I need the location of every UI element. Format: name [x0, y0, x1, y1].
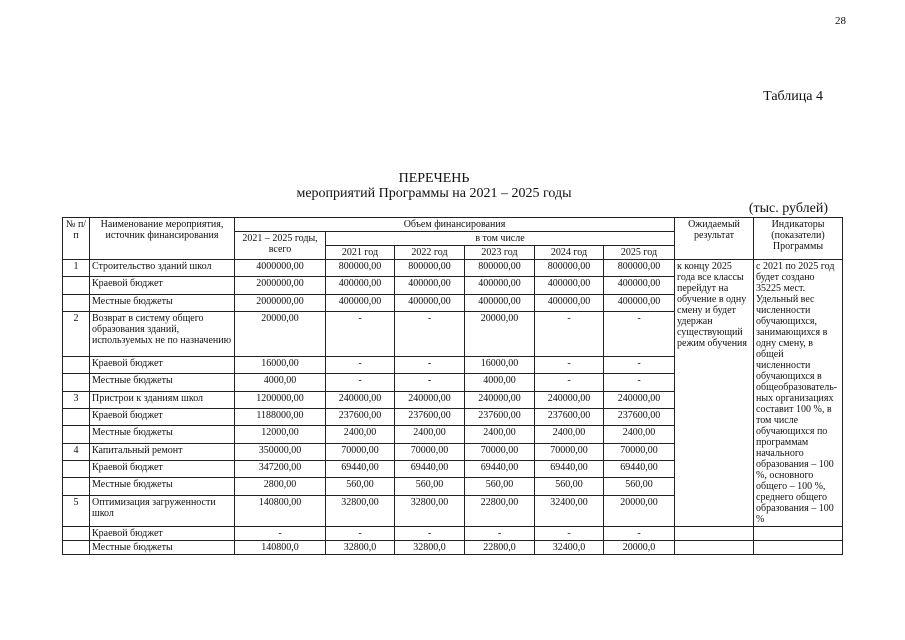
header-name: Наименование мероприятия, источник финансирования — [90, 218, 235, 260]
cell-total: 16000,00 — [235, 356, 326, 373]
table-row — [63, 527, 843, 541]
title-line-1: ПЕРЕЧЕНЬ — [398, 171, 470, 186]
cell-y2023: 69440,00 — [465, 461, 535, 478]
cell-y2024: 32400,0 — [535, 541, 604, 555]
cell-y2021: 32800,0 — [326, 541, 395, 555]
row-name: Краевой бюджет — [90, 408, 235, 425]
cell-y2024: 560,00 — [535, 478, 604, 495]
row-number — [63, 461, 90, 478]
cell-total: 20000,00 — [235, 312, 326, 357]
cell-y2025: 400000,00 — [604, 294, 675, 311]
header-volume: Объем финансирования — [235, 218, 675, 232]
cell-y2023: - — [465, 527, 535, 541]
cell-y2023: 240000,00 — [465, 391, 535, 408]
cell-y2023: 22800,00 — [465, 495, 535, 526]
row-number: 2 — [63, 312, 90, 357]
table-row — [63, 260, 843, 277]
cell-y2022: - — [395, 356, 465, 373]
header-total: 2021 – 2025 годы, всего — [235, 232, 326, 260]
empty-indicators-cell — [754, 541, 843, 555]
cell-total: 140800,0 — [235, 541, 326, 555]
cell-y2024: 70000,00 — [535, 443, 604, 460]
title-line-2: мероприятий Программы на 2021 – 2025 годы — [296, 186, 572, 201]
cell-y2024: 237600,00 — [535, 408, 604, 425]
cell-y2021: 800000,00 — [326, 260, 395, 277]
row-number: 1 — [63, 260, 90, 277]
cell-y2023: 22800,0 — [465, 541, 535, 555]
header-year-2024: 2024 год — [535, 246, 604, 260]
cell-y2025: 560,00 — [604, 478, 675, 495]
cell-y2024: - — [535, 527, 604, 541]
cell-y2025: 2400,00 — [604, 426, 675, 443]
table-label: Таблица 4 — [763, 89, 823, 104]
cell-y2025: - — [604, 356, 675, 373]
cell-y2025: 70000,00 — [604, 443, 675, 460]
row-name: Местные бюджеты — [90, 478, 235, 495]
row-name: Оптимизация загруженности школ — [90, 495, 235, 526]
cell-y2021: 2400,00 — [326, 426, 395, 443]
row-name: Местные бюджеты — [90, 541, 235, 555]
cell-y2023: 560,00 — [465, 478, 535, 495]
empty-indicators-cell — [754, 527, 843, 541]
cell-y2022: 800000,00 — [395, 260, 465, 277]
page-number: 28 — [835, 15, 846, 27]
units-label: (тыс. рублей) — [748, 201, 828, 216]
cell-y2023: 4000,00 — [465, 374, 535, 391]
cell-total: 4000000,00 — [235, 260, 326, 277]
cell-y2022: 32800,00 — [395, 495, 465, 526]
cell-y2023: 2400,00 — [465, 426, 535, 443]
cell-total: 350000,00 — [235, 443, 326, 460]
cell-y2021: 69440,00 — [326, 461, 395, 478]
empty-result-cell — [675, 527, 754, 541]
cell-y2024: - — [535, 312, 604, 357]
row-name: Краевой бюджет — [90, 461, 235, 478]
cell-y2021: - — [326, 312, 395, 357]
cell-y2024: - — [535, 356, 604, 373]
cell-y2024: - — [535, 374, 604, 391]
row-name: Краевой бюджет — [90, 356, 235, 373]
header-including: в том числе — [326, 232, 675, 246]
row-number: 3 — [63, 391, 90, 408]
cell-y2022: 69440,00 — [395, 461, 465, 478]
row-number: 4 — [63, 443, 90, 460]
cell-total: 2000000,00 — [235, 294, 326, 311]
row-name: Краевой бюджет — [90, 277, 235, 294]
cell-y2022: 240000,00 — [395, 391, 465, 408]
row-number — [63, 426, 90, 443]
cell-total: 4000,00 — [235, 374, 326, 391]
cell-total: 2800,00 — [235, 478, 326, 495]
cell-total: 1188000,00 — [235, 408, 326, 425]
cell-y2024: 400000,00 — [535, 277, 604, 294]
cell-y2023: 70000,00 — [465, 443, 535, 460]
cell-total: - — [235, 527, 326, 541]
cell-y2023: 800000,00 — [465, 260, 535, 277]
row-name: Краевой бюджет — [90, 527, 235, 541]
cell-total: 347200,00 — [235, 461, 326, 478]
cell-y2022: 560,00 — [395, 478, 465, 495]
cell-y2022: - — [395, 312, 465, 357]
cell-y2025: 69440,00 — [604, 461, 675, 478]
cell-y2022: - — [395, 374, 465, 391]
row-number — [63, 356, 90, 373]
cell-y2024: 32400,00 — [535, 495, 604, 526]
header-indicators: Индикаторы (показатели) Программы — [754, 218, 843, 260]
cell-total: 12000,00 — [235, 426, 326, 443]
row-name: Местные бюджеты — [90, 294, 235, 311]
row-number — [63, 527, 90, 541]
header-num: № п/п — [63, 218, 90, 260]
header-year-2021: 2021 год — [326, 246, 395, 260]
indicators: с 2021 по 2025 год будет создано 35225 мест. Удельный вес численности обучающихся, занимающихся в одну смену, в общей численности обучающихся в общеобразователь-ных организациях составит 100 %, в том числе обучающихся по программам начального образования – 100 %, основного общего – 100 %, среднего общего образования – 100 % — [754, 260, 843, 527]
empty-result-cell — [675, 541, 754, 555]
row-number — [63, 294, 90, 311]
program-measures-table — [62, 217, 843, 555]
cell-total: 2000000,00 — [235, 277, 326, 294]
cell-y2024: 400000,00 — [535, 294, 604, 311]
header-year-2022: 2022 год — [395, 246, 465, 260]
cell-y2025: - — [604, 374, 675, 391]
row-number — [63, 408, 90, 425]
cell-y2024: 240000,00 — [535, 391, 604, 408]
cell-y2023: 20000,00 — [465, 312, 535, 357]
row-name: Местные бюджеты — [90, 374, 235, 391]
cell-y2022: 400000,00 — [395, 277, 465, 294]
cell-y2024: 800000,00 — [535, 260, 604, 277]
cell-y2022: 400000,00 — [395, 294, 465, 311]
cell-y2024: 2400,00 — [535, 426, 604, 443]
cell-y2025: 400000,00 — [604, 277, 675, 294]
cell-y2023: 400000,00 — [465, 277, 535, 294]
cell-y2021: 32800,00 — [326, 495, 395, 526]
cell-y2024: 69440,00 — [535, 461, 604, 478]
header-year-2023: 2023 год — [465, 246, 535, 260]
row-number — [63, 478, 90, 495]
cell-y2025: 800000,00 — [604, 260, 675, 277]
row-name: Возврат в систему общего образования зданий, используемых не по назначению — [90, 312, 235, 357]
row-name: Капитальный ремонт — [90, 443, 235, 460]
cell-y2022: 2400,00 — [395, 426, 465, 443]
row-name: Пристрои к зданиям школ — [90, 391, 235, 408]
cell-y2025: 20000,00 — [604, 495, 675, 526]
cell-y2021: 400000,00 — [326, 277, 395, 294]
row-name: Строительство зданий школ — [90, 260, 235, 277]
table-row — [63, 541, 843, 555]
cell-y2021: 70000,00 — [326, 443, 395, 460]
document-title — [60, 171, 808, 201]
cell-total: 140800,00 — [235, 495, 326, 526]
cell-y2025: 240000,00 — [604, 391, 675, 408]
row-name: Местные бюджеты — [90, 426, 235, 443]
cell-y2021: 237600,00 — [326, 408, 395, 425]
cell-y2023: 16000,00 — [465, 356, 535, 373]
row-number — [63, 541, 90, 555]
row-number — [63, 277, 90, 294]
cell-y2025: - — [604, 312, 675, 357]
cell-y2023: 237600,00 — [465, 408, 535, 425]
cell-y2025: 237600,00 — [604, 408, 675, 425]
cell-y2021: 400000,00 — [326, 294, 395, 311]
row-number — [63, 374, 90, 391]
cell-y2022: - — [395, 527, 465, 541]
header-year-2025: 2025 год — [604, 246, 675, 260]
cell-y2021: - — [326, 374, 395, 391]
cell-y2025: - — [604, 527, 675, 541]
cell-y2021: - — [326, 527, 395, 541]
cell-y2022: 32800,0 — [395, 541, 465, 555]
cell-y2023: 400000,00 — [465, 294, 535, 311]
header-result: Ожидаемый результат — [675, 218, 754, 260]
cell-total: 1200000,00 — [235, 391, 326, 408]
cell-y2021: 560,00 — [326, 478, 395, 495]
cell-y2025: 20000,0 — [604, 541, 675, 555]
cell-y2021: 240000,00 — [326, 391, 395, 408]
cell-y2022: 70000,00 — [395, 443, 465, 460]
cell-y2022: 237600,00 — [395, 408, 465, 425]
row-number: 5 — [63, 495, 90, 526]
cell-y2021: - — [326, 356, 395, 373]
expected-result: к концу 2025 года все классы перейдут на обучение в одну смену и будет удержан существующий режим обучения — [675, 260, 754, 527]
